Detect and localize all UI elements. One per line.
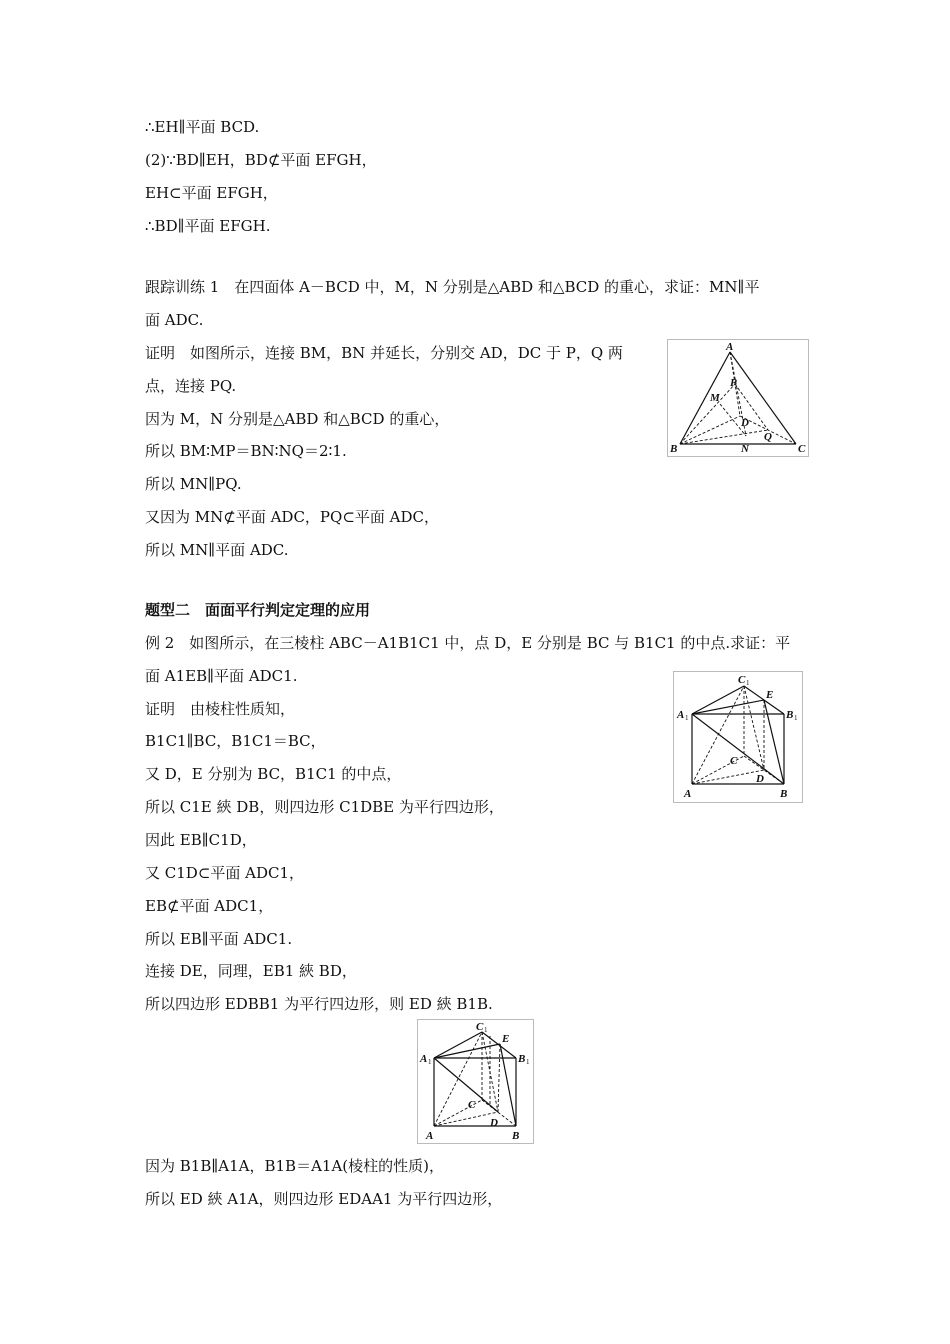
- label-E: E: [766, 689, 774, 701]
- label-B1-sub: 1: [794, 714, 798, 722]
- label-C1: C: [738, 674, 746, 686]
- text-line: [145, 699, 295, 719]
- label-P: P: [730, 377, 737, 389]
- label-A1: A: [420, 1053, 428, 1065]
- label-B: B: [670, 443, 678, 455]
- example-2-line-b: 面 A1EB∥平面 ADC1.: [145, 667, 298, 685]
- proof-2-line-4: 所以 C1E 綊 DB，则四边形 C1DBE 为平行四边形，: [145, 798, 504, 816]
- text-line: [145, 797, 504, 817]
- prism-figure-1: [673, 671, 803, 803]
- proof-2-line-1: 证明 由棱柱性质知，: [145, 700, 296, 718]
- text-line: [145, 633, 790, 653]
- proof-2-line-10: 所以四边形 EDBB1 为平行四边形，则 ED 綊 B1B.: [145, 995, 493, 1013]
- text-line: [145, 830, 257, 850]
- label-C1-sub: 1: [746, 679, 750, 687]
- proof-2-line-11: 因为 B1B∥A1A，B1B＝A1A(棱柱的性质)，: [145, 1157, 444, 1175]
- label-E: E: [502, 1033, 510, 1045]
- text-line: [145, 764, 401, 784]
- label-D: D: [741, 417, 749, 429]
- proof-2-line-3: 又 D，E 分别为 BC，B1C1 的中点，: [145, 765, 402, 783]
- label-B1: B: [786, 709, 794, 721]
- proof-2-line-9: 连接 DE，同理，EB1 綊 BD，: [145, 962, 357, 980]
- text-line: [145, 310, 203, 330]
- text-line: [145, 896, 273, 916]
- text-line: [145, 666, 297, 686]
- line-1-text: ∴EH∥平面 BCD.: [145, 118, 260, 136]
- text-line: [145, 961, 357, 981]
- text-line: [145, 183, 278, 203]
- proof-1-line-c: 因为 M，N 分别是△ABD 和△BCD 的重心，: [145, 410, 450, 428]
- text-line: [145, 507, 439, 527]
- proof-2-line-2: B1C1∥BC，B1C1＝BC，: [145, 732, 326, 750]
- text-line: [145, 863, 304, 883]
- exercise-1-line-b: 面 ADC.: [145, 311, 204, 329]
- proof-1-line-g: 所以 MN∥平面 ADC.: [145, 541, 289, 559]
- text-line: [145, 994, 493, 1014]
- text-line: [145, 1156, 444, 1176]
- proof-1-line-f: 又因为 MN⊄平面 ADC，PQ⊂平面 ADC，: [145, 508, 439, 526]
- line-4-text: ∴BD∥平面 EFGH.: [145, 217, 271, 235]
- text-line: [145, 409, 449, 429]
- label-C: C: [798, 443, 806, 455]
- label-B: B: [512, 1130, 520, 1142]
- example-2-line-a: 例 2 如图所示，在三棱柱 ABC－A1B1C1 中，点 D，E 分别是 BC 与 B1C1 的中点.求证：平: [145, 634, 791, 652]
- label-C1: C: [476, 1021, 484, 1033]
- proof-1-line-b: 点，连接 PQ.: [145, 377, 237, 395]
- prism-figure-2: [417, 1019, 534, 1144]
- label-A: A: [726, 341, 734, 353]
- proof-1-line-a: 证明 如图所示，连接 BM，BN 并延长，分别交 AD，DC 于 P，Q 两: [145, 344, 623, 362]
- label-A: A: [684, 788, 692, 800]
- text-line: [145, 150, 377, 170]
- label-A1-sub: 1: [428, 1058, 432, 1066]
- line-3-text: EH⊂平面 EFGH，: [145, 184, 278, 202]
- label-B: B: [780, 788, 788, 800]
- text-line: [145, 343, 623, 363]
- label-A1-sub: 1: [685, 714, 689, 722]
- proof-2-line-7: EB⊄平面 ADC1，: [145, 897, 274, 915]
- proof-1-line-e: 所以 MN∥PQ.: [145, 475, 242, 493]
- label-C: C: [730, 755, 738, 767]
- text-line: [145, 474, 242, 494]
- text-line: [145, 929, 292, 949]
- text-line: [145, 441, 347, 461]
- text-line: [145, 1189, 502, 1209]
- label-M: M: [710, 392, 720, 404]
- tetrahedron-figure: [667, 339, 809, 457]
- label-B1-sub: 1: [526, 1058, 530, 1066]
- label-D: D: [756, 773, 764, 785]
- label-D: D: [490, 1117, 498, 1129]
- label-A1: A: [677, 709, 685, 721]
- section-heading: [145, 600, 370, 620]
- text-line: [145, 277, 759, 297]
- label-N: N: [741, 443, 749, 455]
- text-line: [145, 117, 259, 137]
- label-B1: B: [518, 1053, 526, 1065]
- exercise-1-line-a: 跟踪训练 1 在四面体 A－BCD 中，M，N 分别是△ABD 和△BCD 的重心，求证：MN∥平: [145, 278, 760, 296]
- label-Q: Q: [764, 431, 772, 443]
- line-2-text: (2)∵BD∥EH，BD⊄平面 EFGH，: [145, 151, 377, 169]
- label-C1-sub: 1: [484, 1026, 488, 1034]
- text-line: [145, 731, 326, 751]
- proof-2-line-6: 又 C1D⊂平面 ADC1，: [145, 864, 305, 882]
- proof-2-line-8: 所以 EB∥平面 ADC1.: [145, 930, 293, 948]
- label-C: C: [468, 1099, 476, 1111]
- label-A: A: [426, 1130, 434, 1142]
- proof-2-line-12: 所以 ED 綊 A1A，则四边形 EDAA1 为平行四边形，: [145, 1190, 503, 1208]
- text-line: [145, 376, 236, 396]
- proof-2-line-5: 因此 EB∥C1D，: [145, 831, 257, 849]
- text-line: [145, 216, 270, 236]
- proof-1-line-d: 所以 BM∶MP＝BN∶NQ＝2∶1.: [145, 442, 347, 460]
- text-line: [145, 540, 289, 560]
- section-title: 题型二 面面平行判定定理的应用: [145, 601, 371, 619]
